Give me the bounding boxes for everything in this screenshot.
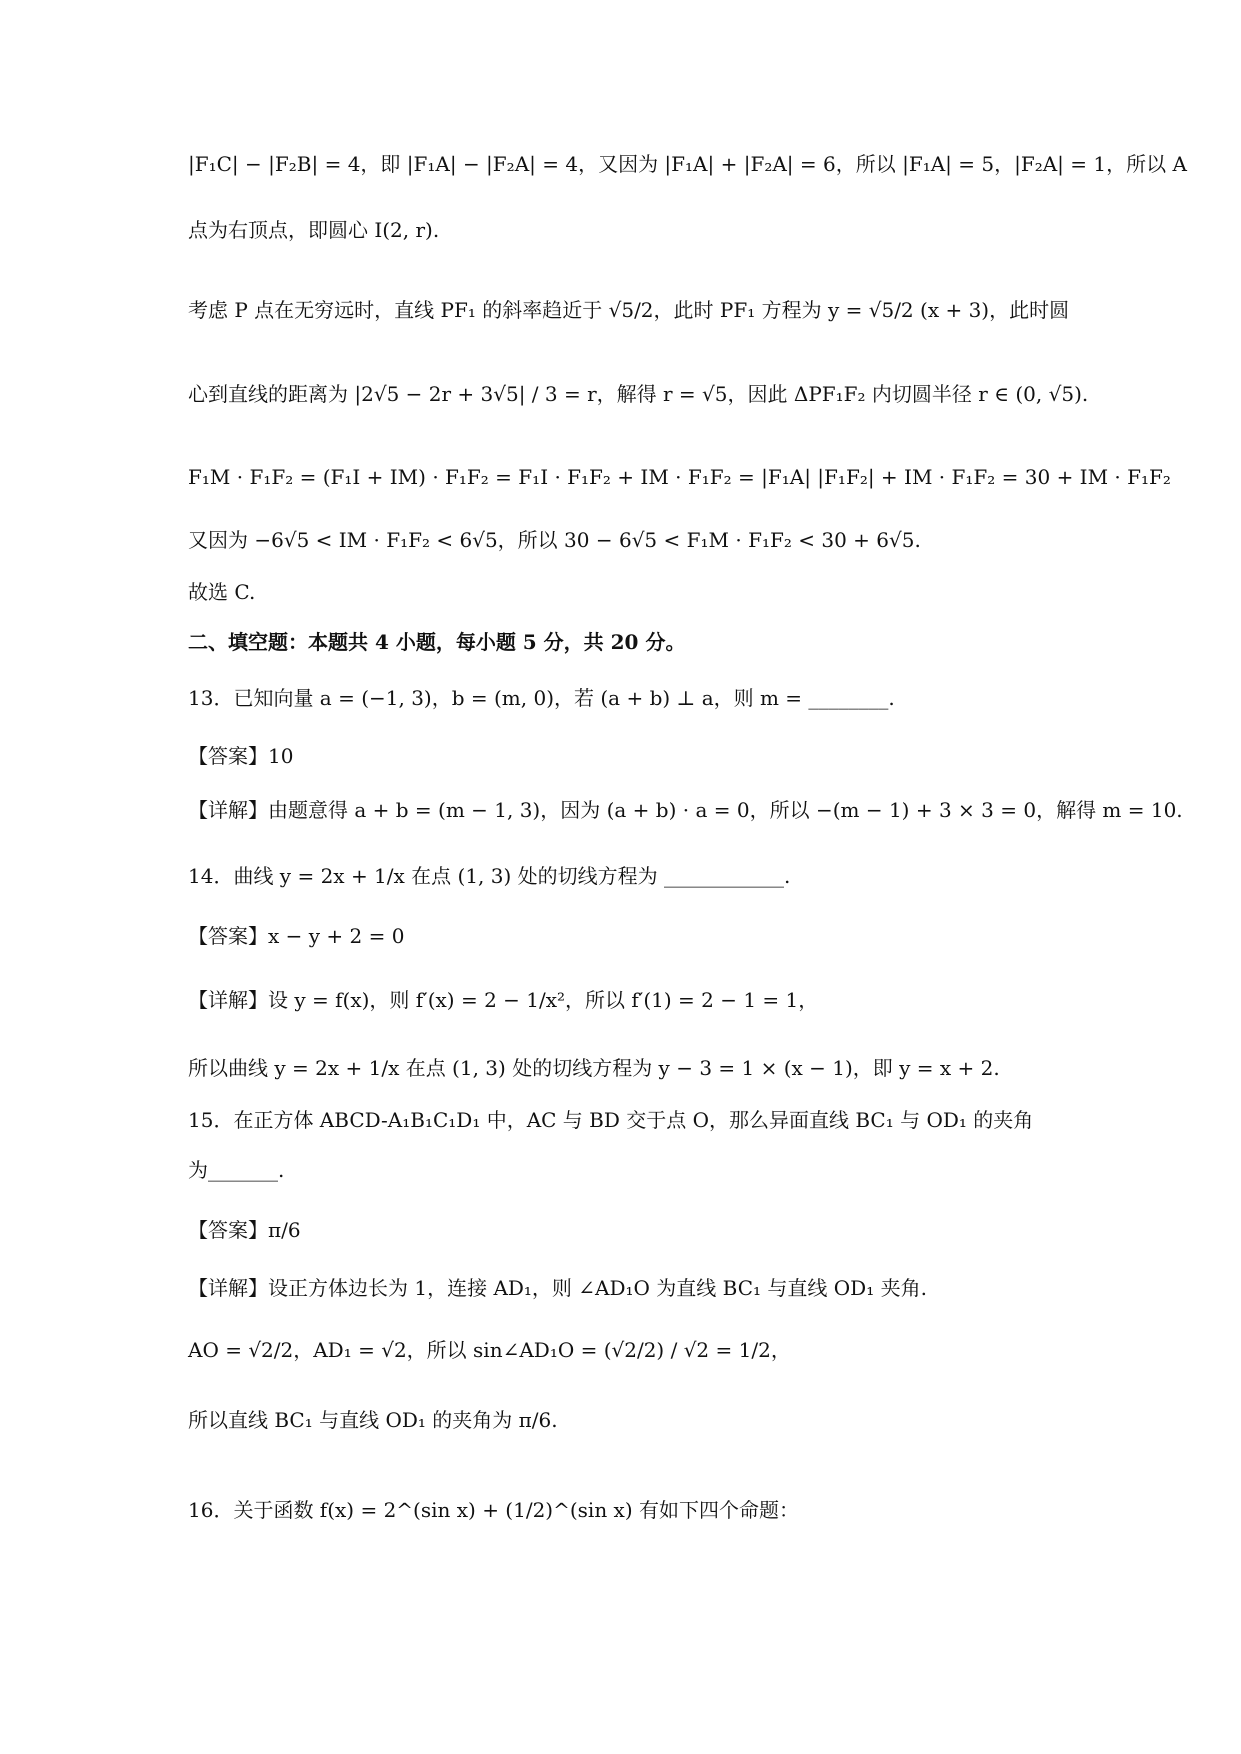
text-line-16: 15．在正方体 ABCD-A₁B₁C₁D₁ 中，AC 与 BD 交于点 O，那么异面直线 BC₁ 与 OD₁ 的夹角	[188, 1108, 1034, 1132]
text-line-17: 为_______.	[188, 1158, 285, 1182]
text-line-21: 所以直线 BC₁ 与直线 OD₁ 的夹角为 π/6.	[188, 1408, 558, 1432]
text-line-4: 心到直线的距离为 |2√5 − 2r + 3√5| / 3 = r，解得 r = √5，因此 ΔPF₁F₂ 内切圆半径 r ∈ (0, √5).	[188, 382, 1089, 406]
text-line-22: 16．关于函数 f(x) = 2^(sin x) + (1/2)^(sin x) 有如下四个命题：	[188, 1498, 799, 1522]
text-line-15: 所以曲线 y = 2x + 1/x 在点 (1, 3) 处的切线方程为 y − 3 = 1 × (x − 1)，即 y = x + 2.	[188, 1056, 1000, 1080]
text-line-9: 13．已知向量 a = (−1, 3)，b = (m, 0)，若 (a + b) ⊥ a，则 m = ________.	[188, 686, 895, 710]
text-line-19: 【详解】设正方体边长为 1，连接 AD₁，则 ∠AD₁O 为直线 BC₁ 与直线 OD₁ 夹角.	[188, 1276, 927, 1300]
text-line-18: 【答案】π/6	[188, 1218, 301, 1242]
text-line-20: AO = √2/2，AD₁ = √2，所以 sin∠AD₁O = (√2/2) / √2 = 1/2，	[188, 1338, 791, 1362]
text-line-5: F₁M · F₁F₂ = (F₁I + IM) · F₁F₂ = F₁I · F₁F₂ + IM · F₁F₂ = |F₁A| |F₁F₂| + IM · F₁F₂ = 30 + IM · F₁F₂	[188, 465, 1171, 489]
text-line-14: 【详解】设 y = f(x)，则 f′(x) = 2 − 1/x²，所以 f′(1) = 2 − 1 = 1，	[188, 988, 819, 1012]
text-line-3: 考虑 P 点在无穷远时，直线 PF₁ 的斜率趋近于 √5/2，此时 PF₁ 方程为 y = √5/2 (x + 3)，此时圆	[188, 298, 1070, 322]
text-line-7: 故选 C.	[188, 580, 256, 604]
text-line-12: 14．曲线 y = 2x + 1/x 在点 (1, 3) 处的切线方程为 ____________.	[188, 864, 791, 888]
text-line-11: 【详解】由题意得 a + b = (m − 1, 3)，因为 (a + b) · a = 0，所以 −(m − 1) + 3 × 3 = 0，解得 m = 10.	[188, 798, 1183, 822]
text-line-1: |F₁C| − |F₂B| = 4，即 |F₁A| − |F₂A| = 4，又因为 |F₁A| + |F₂A| = 6，所以 |F₁A| = 5，|F₂A| = 1，所以 A	[188, 152, 1187, 176]
text-line-2: 点为右顶点，即圆心 I(2, r).	[188, 218, 440, 242]
text-line-6: 又因为 −6√5 < IM · F₁F₂ < 6√5，所以 30 − 6√5 < F₁M · F₁F₂ < 30 + 6√5.	[188, 528, 921, 552]
text-line-13: 【答案】x − y + 2 = 0	[188, 924, 405, 948]
text-line-8: 二、填空题：本题共 4 小题，每小题 5 分，共 20 分。	[188, 630, 686, 654]
text-line-10: 【答案】10	[188, 744, 294, 768]
